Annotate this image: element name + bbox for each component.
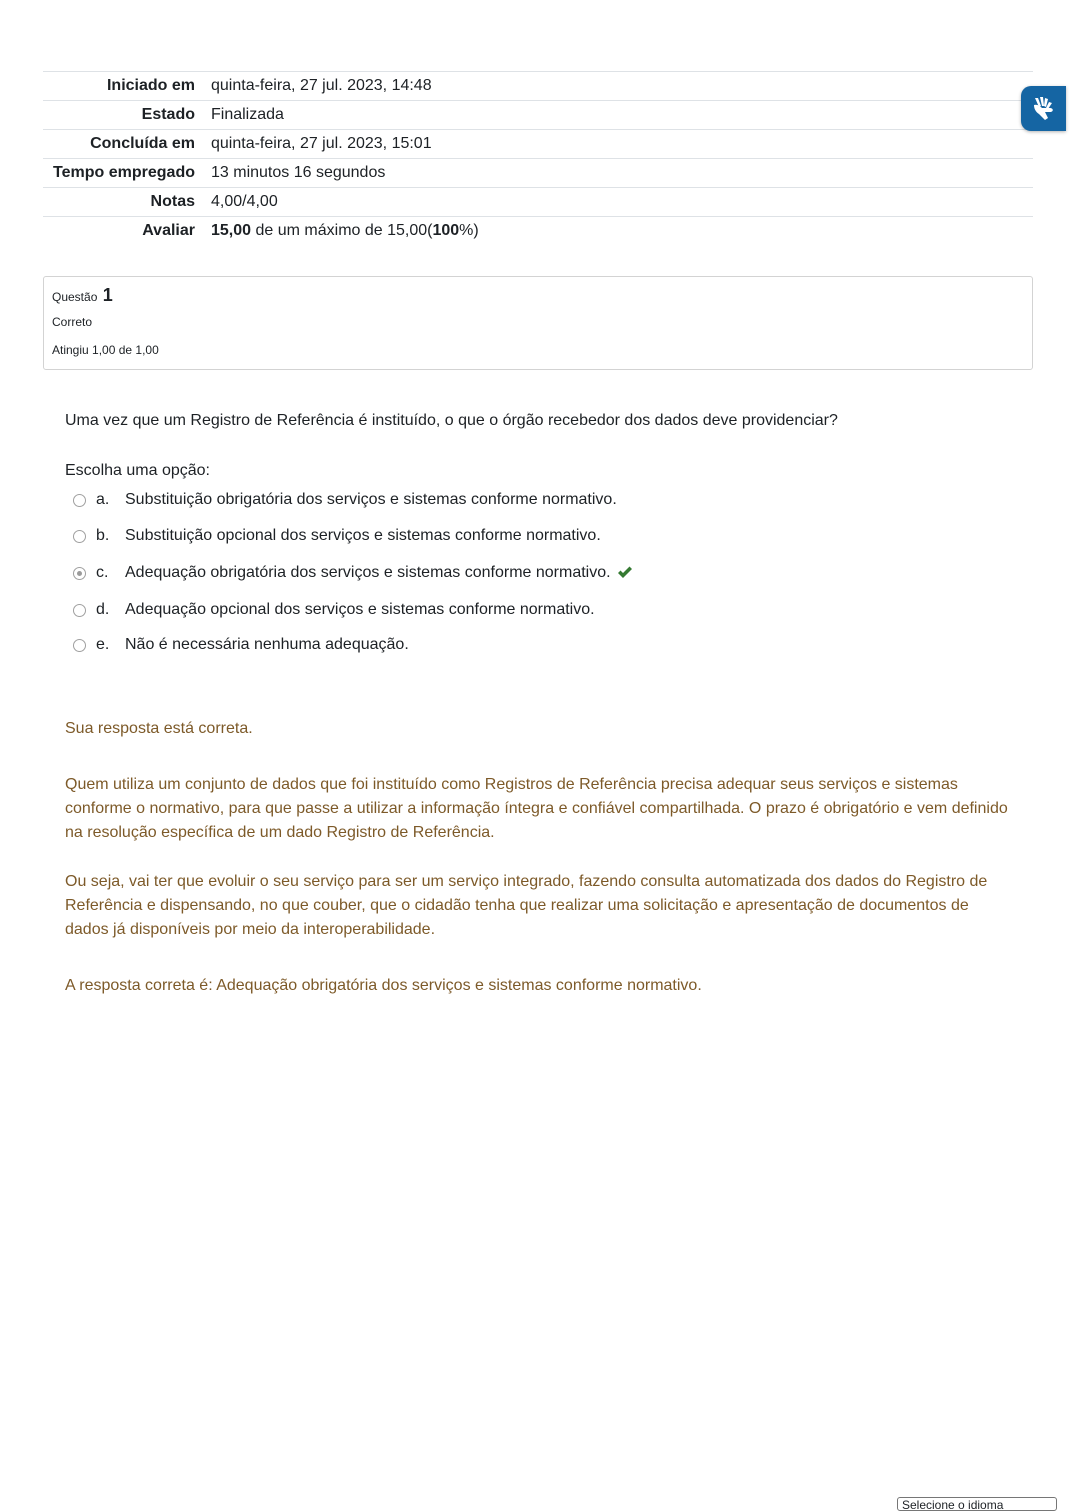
- summary-row-state: [43, 101, 1033, 130]
- option-text: Adequação opcional dos serviços e sistemas conforme normativo.: [125, 601, 595, 618]
- summary-label: Avaliar: [43, 217, 211, 246]
- summary-value: quinta-feira, 27 jul. 2023, 15:01: [211, 130, 1033, 159]
- feedback-status: Sua resposta está correta.: [65, 720, 253, 737]
- attempt-summary-table: [43, 71, 1033, 245]
- correct-check-icon: [617, 566, 633, 580]
- question-text: Uma vez que um Registro de Referência é instituído, o que o órgão recebedor dos dados deve providenciar?: [65, 412, 838, 429]
- summary-label: Estado: [43, 101, 211, 130]
- question-grade: Atingiu 1,00 de 1,00: [52, 343, 159, 357]
- grade-score: 15,00: [211, 222, 252, 239]
- summary-row-completed: [43, 130, 1033, 159]
- summary-label: Iniciado em: [43, 72, 211, 101]
- radio-button[interactable]: [73, 494, 86, 507]
- summary-value: [211, 217, 1033, 246]
- vlibras-accessibility-button[interactable]: [1021, 86, 1066, 131]
- option-text: Não é necessária nenhuma adequação.: [125, 636, 409, 653]
- answer-option-c[interactable]: [73, 562, 633, 584]
- feedback-paragraph-2: Ou seja, vai ter que evoluir o seu serviço para ser um serviço integrado, fazendo consulta automatizada dos dados do Registro de Referência e dispensando, no que couber, que o cidadão tenha que realizar uma solicitação e apresentação de documentos de dados já disponíveis por meio da interoperabilidade.: [65, 873, 988, 938]
- summary-value: quinta-feira, 27 jul. 2023, 14:48: [211, 72, 1033, 101]
- feedback-correct-answer: A resposta correta é: Adequação obrigatória dos serviços e sistemas conforme normativo.: [65, 977, 702, 994]
- option-letter: e.: [96, 636, 110, 653]
- radio-button-selected[interactable]: [73, 567, 86, 580]
- option-letter: b.: [96, 527, 110, 544]
- grade-percent: 100: [432, 222, 460, 239]
- language-select[interactable]: Selecione o idioma: [897, 1497, 1057, 1511]
- summary-row-time-taken: [43, 159, 1033, 188]
- summary-value: 4,00/4,00: [211, 188, 1033, 217]
- question-number: [52, 285, 113, 306]
- hand-sign-language-icon: [1029, 94, 1059, 124]
- summary-label: Tempo empregado: [43, 159, 211, 188]
- question-state: Correto: [52, 315, 93, 329]
- summary-row-grade: [43, 217, 1033, 246]
- question-label: Questão: [52, 290, 98, 304]
- summary-row-marks: [43, 188, 1033, 217]
- option-letter: c.: [96, 564, 109, 581]
- option-letter: a.: [96, 491, 110, 508]
- radio-button[interactable]: [73, 604, 86, 617]
- answer-option-b[interactable]: [73, 525, 601, 547]
- summary-value: 13 minutos 16 segundos: [211, 159, 1033, 188]
- feedback-paragraph-1: Quem utiliza um conjunto de dados que foi instituído como Registros de Referência precisa adequar seus serviços e sistemas conforme o normativo, para que passe a utilizar a informação íntegra e confiável compartilhada. O prazo é obrigatório e vem definido na resolução específica de um dado Registro de Referência.: [65, 776, 1008, 841]
- radio-button[interactable]: [73, 530, 86, 543]
- option-letter: d.: [96, 601, 110, 618]
- question-number-value: 1: [102, 285, 113, 305]
- option-text: Adequação obrigatória dos serviços e sistemas conforme normativo.: [125, 564, 611, 581]
- option-text: Substituição opcional dos serviços e sistemas conforme normativo.: [125, 527, 601, 544]
- question-info-box: [43, 276, 1033, 370]
- option-text: Substituição obrigatória dos serviços e sistemas conforme normativo.: [125, 491, 617, 508]
- summary-label: Notas: [43, 188, 211, 217]
- answer-option-d[interactable]: [73, 599, 595, 621]
- answer-option-e[interactable]: [73, 634, 409, 656]
- radio-button[interactable]: [73, 639, 86, 652]
- answer-option-a[interactable]: [73, 489, 617, 511]
- summary-row-started: [43, 72, 1033, 101]
- grade-suffix: %): [459, 222, 479, 239]
- grade-middle: de um máximo de 15,00(: [251, 222, 433, 239]
- answer-prompt: Escolha uma opção:: [65, 462, 210, 479]
- summary-label: Concluída em: [43, 130, 211, 159]
- summary-value: Finalizada: [211, 101, 1033, 130]
